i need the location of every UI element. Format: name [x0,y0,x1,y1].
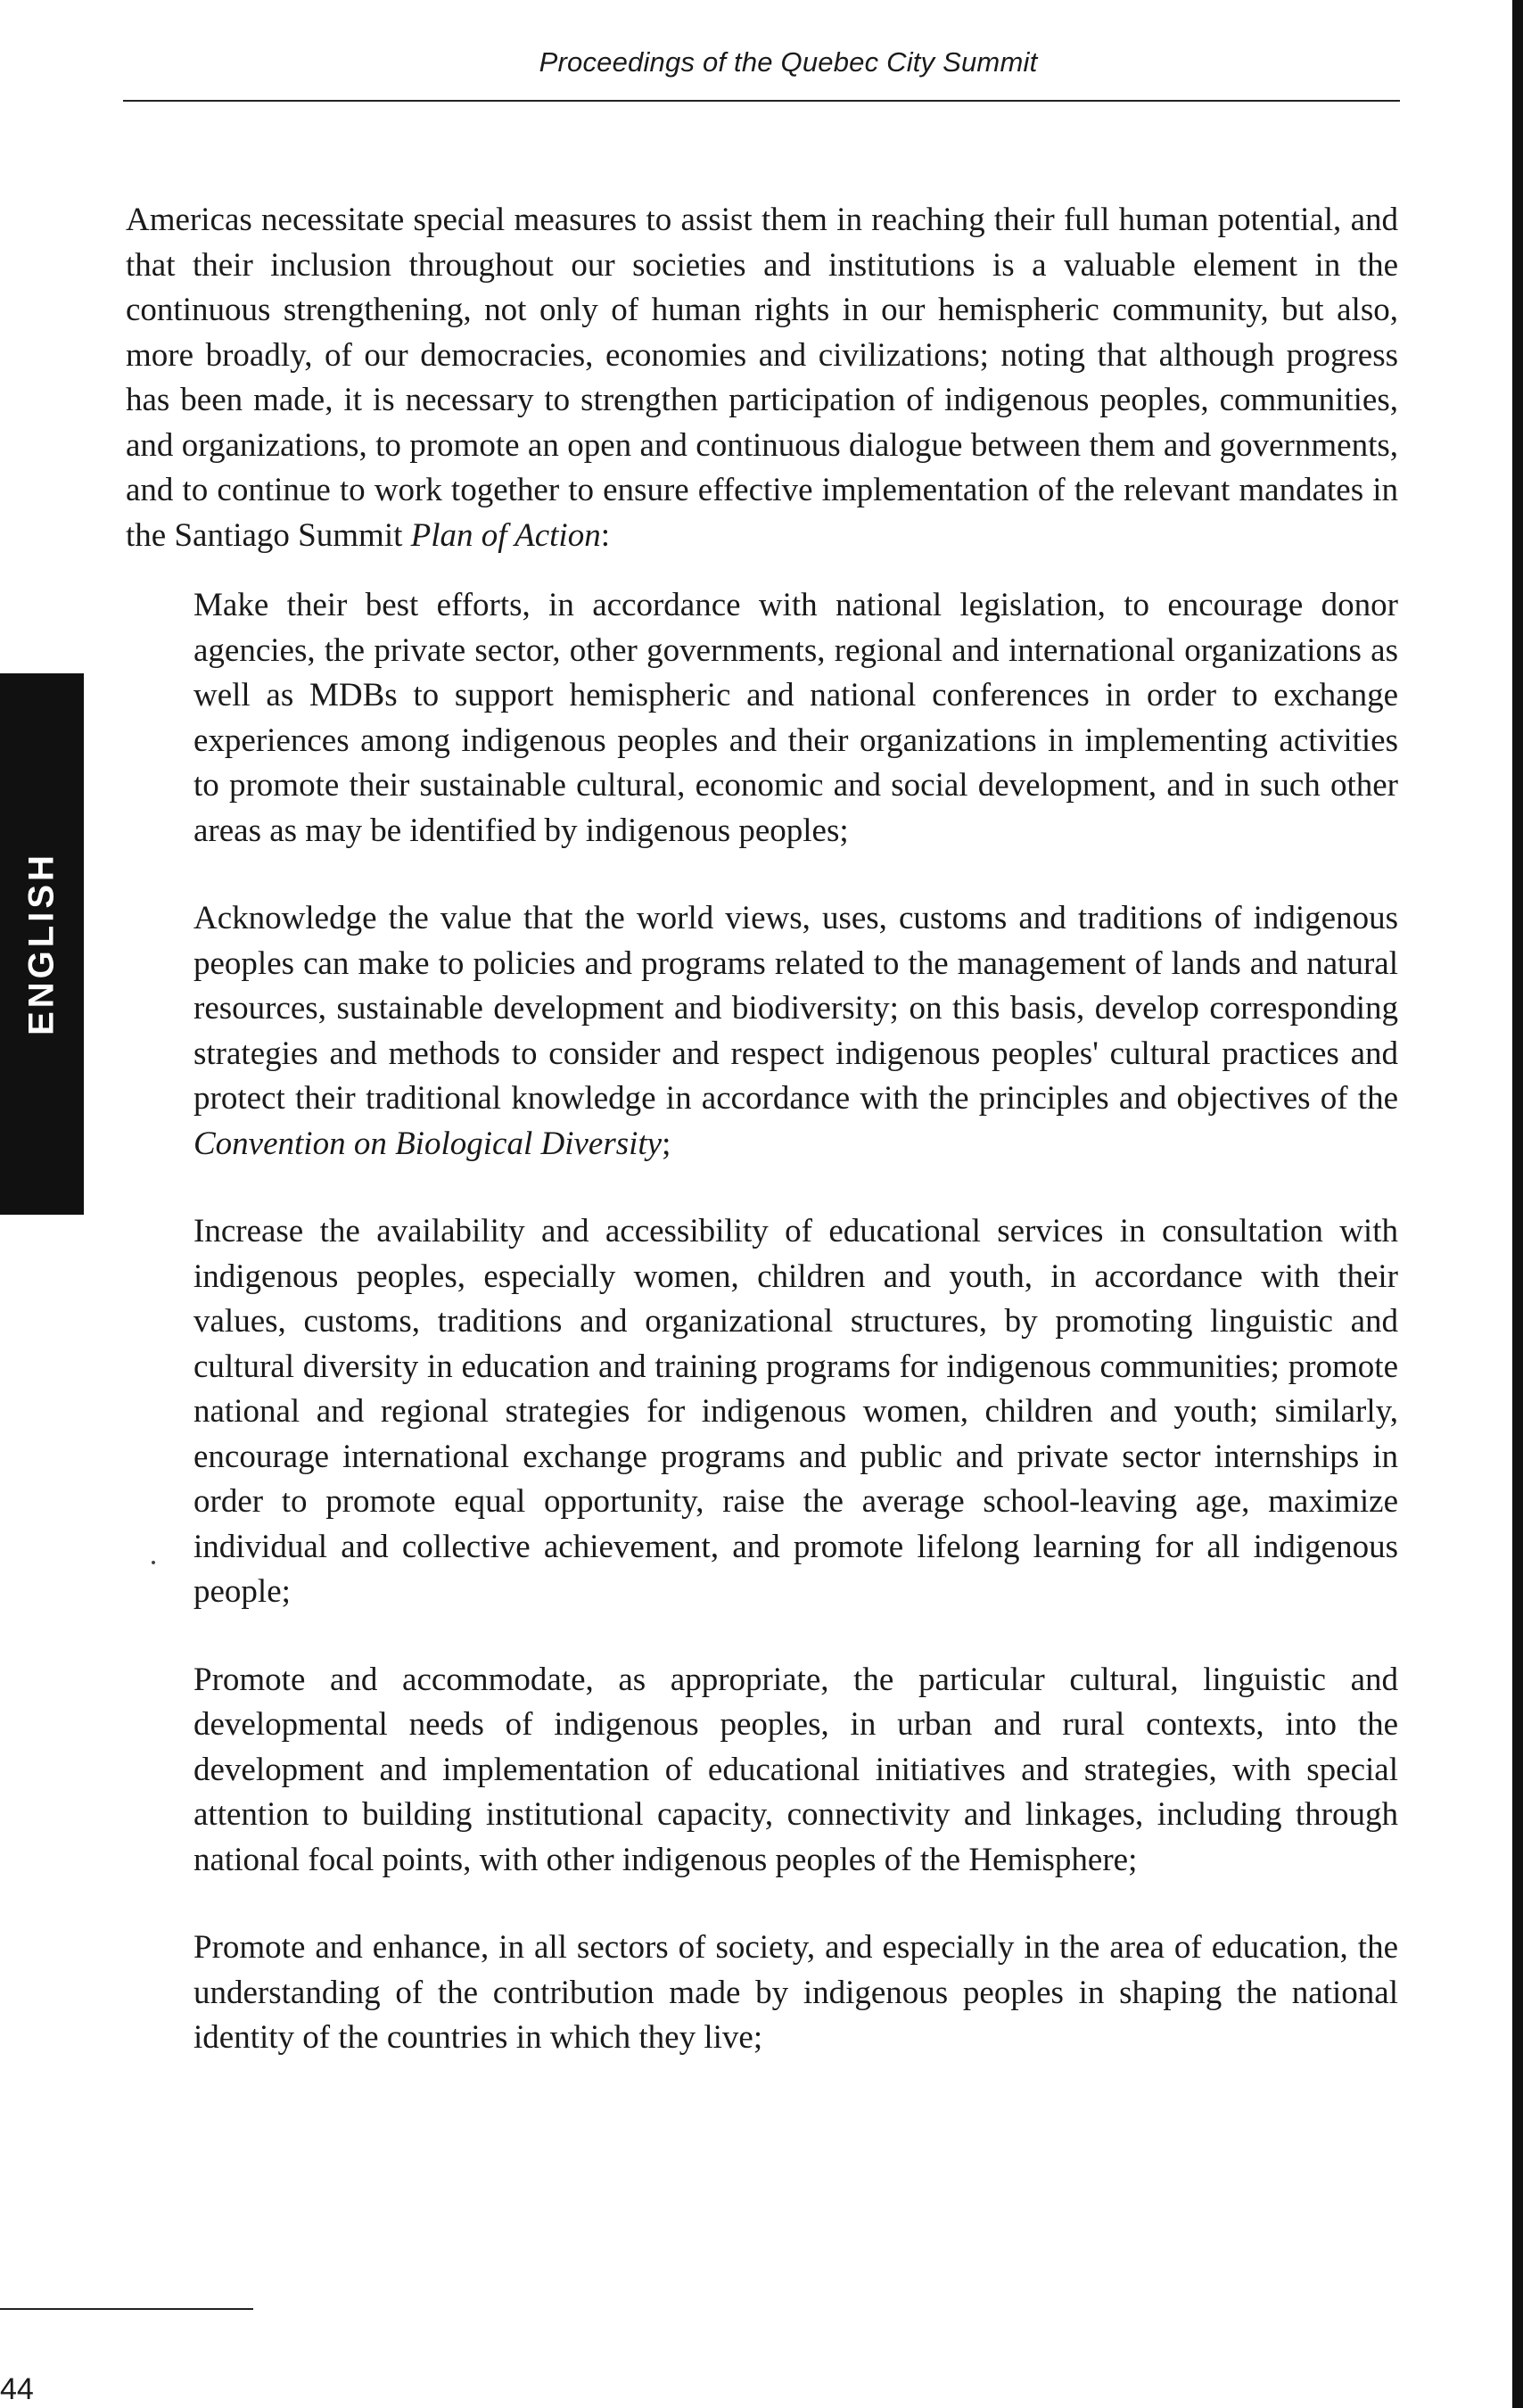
header-divider [123,100,1400,102]
list-item-text: Increase the availability and accessibility of educational services in consultation with indigenous peoples, especially women, children and youth, in accordance with their values, customs, traditions and organizational structures, by promoting linguistic and cultural diversity in education and training programs for indigenous communities; promote national and regional strategies for indigenous women, children and youth; similarly, encourage international exchange programs and public and private sector internships in order to promote equal opportunity, raise the average school-leaving age, maximize individual and collective achievement, and promote lifelong learning for all indigenous people; [193,1213,1398,1610]
language-side-tab [0,673,84,1215]
body-text [126,198,1398,2061]
list-item-1 [193,583,1398,854]
running-header-title: Proceedings of the Quebec City Summit [539,46,1038,78]
page-edge-bar [1512,0,1523,2408]
list-item-text: Make their best efforts, in accordance with national legislation, to encourage donor agencies, the private sector, other governments, regional and international organizations as well as MDBs to support hemispheric and national conferences in order to exchange experiences among indigenous peoples and their organizations in implementing activities to promote their sustainable cultural, economic and social development, and in such other areas as may be identified by indigenous peoples; [193,587,1398,849]
list-item-3 [193,1209,1398,1615]
scan-speck [152,1561,155,1564]
list-item-4 [193,1658,1398,1884]
list-item-end: ; [662,1125,671,1162]
footer-divider [0,2308,253,2310]
intro-paragraph [126,198,1398,558]
language-side-tab-label: ENGLISH [21,852,62,1035]
list-item-2 [193,896,1398,1167]
page-number: 44 [0,2372,34,2406]
intro-end: : [600,516,610,554]
list-item-text: Acknowledge the value that the world views, uses, customs and traditions of indigenous peoples can make to policies and programs related to the management of lands and natural resources, sustainable development and biodiversity; on this basis, develop corresponding strategies and methods to consider and respect indigenous peoples' cultural practices and protect their traditional knowledge in accordance with the principles and objectives of the [193,900,1398,1117]
list-item-text: Promote and accommodate, as appropriate, the particular cultural, linguistic and developmental needs of indigenous peoples, in urban and rural contexts, into the development and implementation of educational initiatives and strategies, with special attention to building institutional capacity, connectivity and linkages, including through national focal points, with other indigenous peoples of the Hemisphere; [193,1661,1398,1878]
list-item-5 [193,1926,1398,2061]
intro-text: Americas necessitate special measures to assist them in reaching their full human potential, and that their inclusion throughout our societies and institutions is a valuable element in the continuous strengthening, not only of human rights in our hemispheric community, but also, more broadly, of our democracies, economies and civilizations; noting that although progress has been made, it is necessary to strengthen participation of indigenous peoples, communities, and organizations, to promote an open and continuous dialogue between them and governments, and to continue to work together to ensure effective implementation of the relevant mandates in the Santiago Summit [126,202,1398,554]
intro-italic-title: Plan of Action [410,516,601,554]
list-item-text: Promote and enhance, in all sectors of society, and especially in the area of education, the understanding of the contribution made by indigenous peoples in shaping the national identity of the countries in which they live; [193,1929,1398,2056]
list-item-italic-title: Convention on Biological Diversity [193,1125,663,1162]
